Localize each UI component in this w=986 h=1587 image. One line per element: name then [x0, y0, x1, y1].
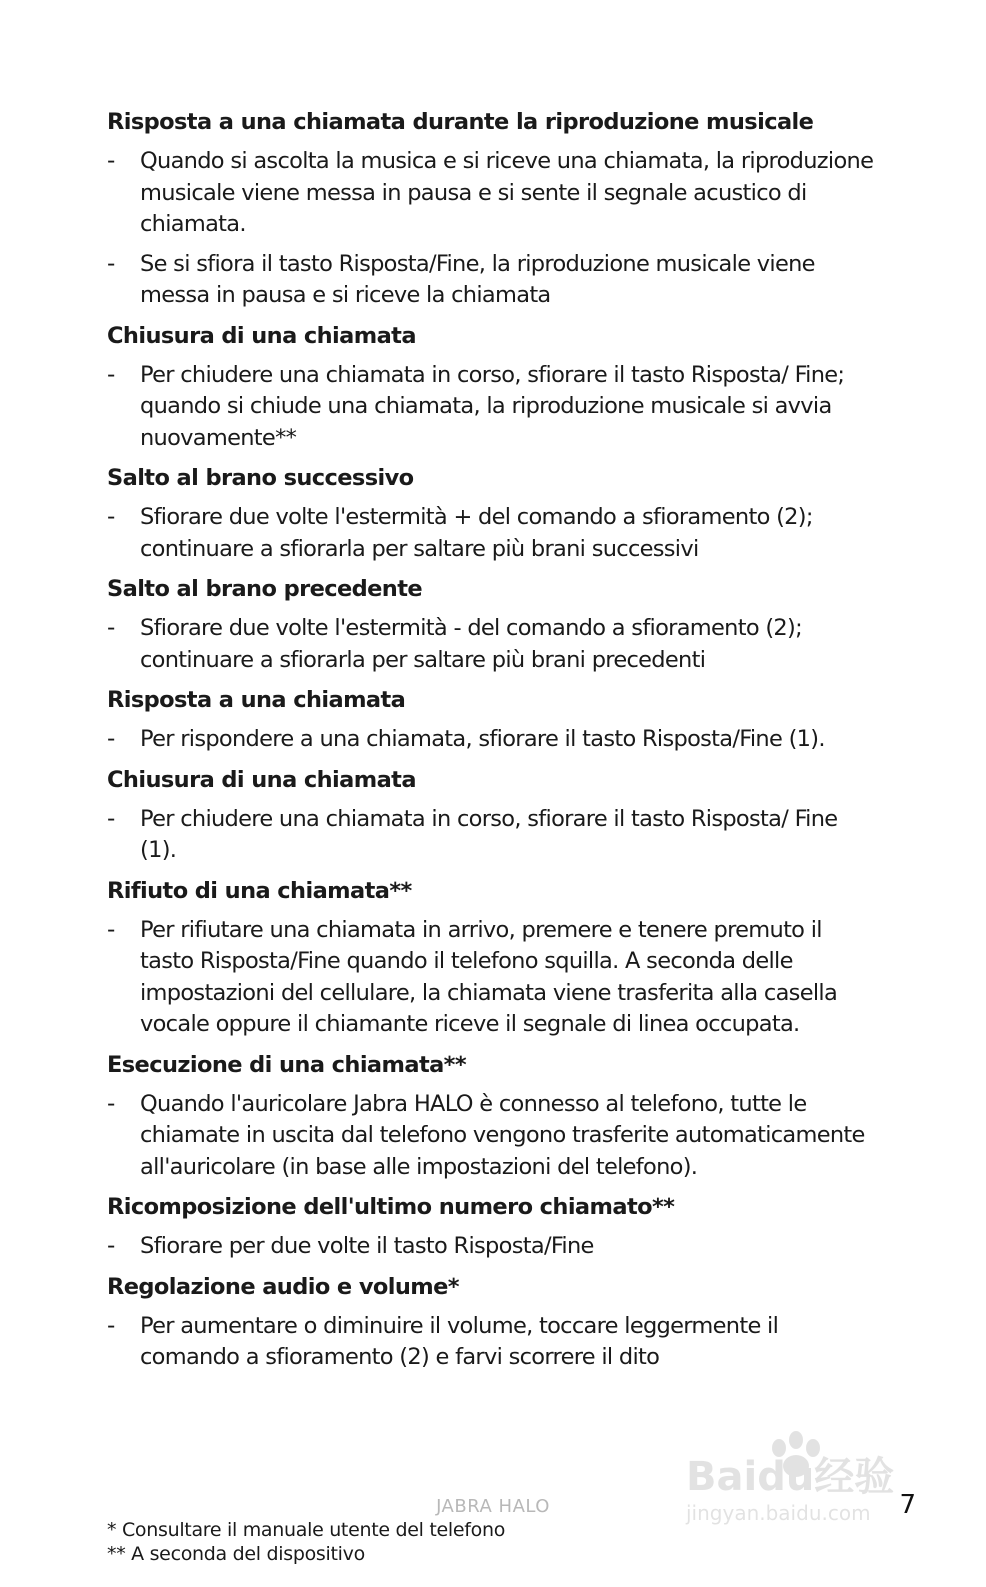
section-title: Rifiuto di una chiamata** [107, 877, 412, 904]
section-title: Salto al brano precedente [107, 576, 423, 602]
section-end-call-music [107, 320, 877, 455]
section-volume [107, 1271, 877, 1374]
list-item [107, 613, 877, 676]
section-end-call [107, 764, 877, 867]
list-item [107, 502, 877, 565]
section-call-during-music [107, 106, 877, 312]
list-item [107, 724, 877, 756]
section-title: Esecuzione di una chiamata** [107, 1051, 467, 1078]
section-title: Chiusura di una chiamata [107, 322, 416, 349]
watermark-logo-text: Baidu经验 [686, 1454, 895, 1500]
watermark-url: jingyan.baidu.com [686, 1501, 871, 1525]
bullet-text: Per aumentare o diminuire il volume, toccare leggermente il comando a sfioramento (2) e farvi scorrere il dito [140, 1312, 779, 1370]
bullet-text: Se si sfiora il tasto Risposta/Fine, la riproduzione musicale viene messa in pausa e si riceve la chiamata [140, 250, 815, 308]
bullet-text: Sfiorare per due volte il tasto Risposta/Fine [140, 1233, 594, 1259]
bullet-dash: - [107, 250, 116, 277]
section-redial [107, 1191, 877, 1263]
list-item [107, 915, 877, 1041]
bullet-dash: - [107, 504, 116, 530]
page-content [107, 106, 877, 1382]
section-title: Ricomposizione dell'ultimo numero chiamato** [107, 1194, 675, 1220]
section-title: Risposta a una chiamata [107, 687, 406, 713]
section-answer-call [107, 684, 877, 756]
footnote: * Consultare il manuale utente del telefono [107, 1519, 506, 1541]
section-previous-track [107, 573, 877, 676]
list-item [107, 1231, 877, 1263]
page-number: 7 [899, 1490, 916, 1520]
bullet-dash: - [107, 916, 116, 943]
bullet-dash: - [107, 148, 116, 174]
footer-brand: JABRA HALO [436, 1496, 550, 1517]
footnote: ** A seconda del dispositivo [107, 1543, 365, 1565]
bullet-dash: - [107, 1090, 116, 1117]
bullet-text: Sfiorare due volte l'estermità - del comando a sfioramento (2); continuare a sfiorarla per saltare più brani precedenti [140, 615, 803, 673]
list-item [107, 1089, 877, 1184]
bullet-dash: - [107, 615, 116, 641]
bullet-dash: - [107, 1233, 116, 1259]
footnotes [107, 1518, 505, 1566]
section-next-track [107, 462, 877, 565]
bullet-text: Quando si ascolta la musica e si riceve una chiamata, la riproduzione musicale viene messa in pausa e si sente il segnale acustico di chiamata. [140, 148, 874, 237]
bullet-dash: - [107, 805, 116, 832]
bullet-text: Sfiorare due volte l'estermità + del comando a sfioramento (2); continuare a sfiorarla per saltare più brani successivi [140, 504, 813, 562]
section-title: Chiusura di una chiamata [107, 766, 416, 793]
section-title: Regolazione audio e volume* [107, 1273, 459, 1300]
bullet-text: Quando l'auricolare Jabra HALO è connesso al telefono, tutte le chiamate in uscita dal telefono vengono trasferite automaticamente all'auricolare (in base alle impostazioni del telefono). [140, 1090, 865, 1180]
bullet-dash: - [107, 361, 116, 388]
bullet-text: Per chiudere una chiamata in corso, sfiorare il tasto Risposta/ Fine; quando si chiude una chiamata, la riproduzione musicale si avvia nuovamente** [140, 361, 845, 451]
bullet-text: Per rispondere a una chiamata, sfiorare il tasto Risposta/Fine (1). [140, 726, 825, 752]
bullet-dash: - [107, 1312, 116, 1339]
bullet-text: Per rifiutare una chiamata in arrivo, premere e tenere premuto il tasto Risposta/Fine quando il telefono squilla. A seconda delle impostazioni del cellulare, la chiamata viene trasferita alla casella vocale oppure il chiamante riceve il segnale di linea occupata. [140, 916, 838, 1037]
section-title: Risposta a una chiamata durante la riproduzione musicale [107, 109, 814, 135]
section-title: Salto al brano successivo [107, 465, 414, 491]
list-item [107, 146, 877, 241]
bullet-dash: - [107, 726, 116, 752]
list-item [107, 1311, 877, 1374]
bullet-text: Per chiudere una chiamata in corso, sfiorare il tasto Risposta/ Fine (1). [140, 805, 838, 863]
list-item [107, 804, 877, 867]
list-item [107, 249, 877, 312]
list-item [107, 360, 877, 455]
section-reject-call [107, 875, 877, 1041]
section-make-call [107, 1049, 877, 1184]
